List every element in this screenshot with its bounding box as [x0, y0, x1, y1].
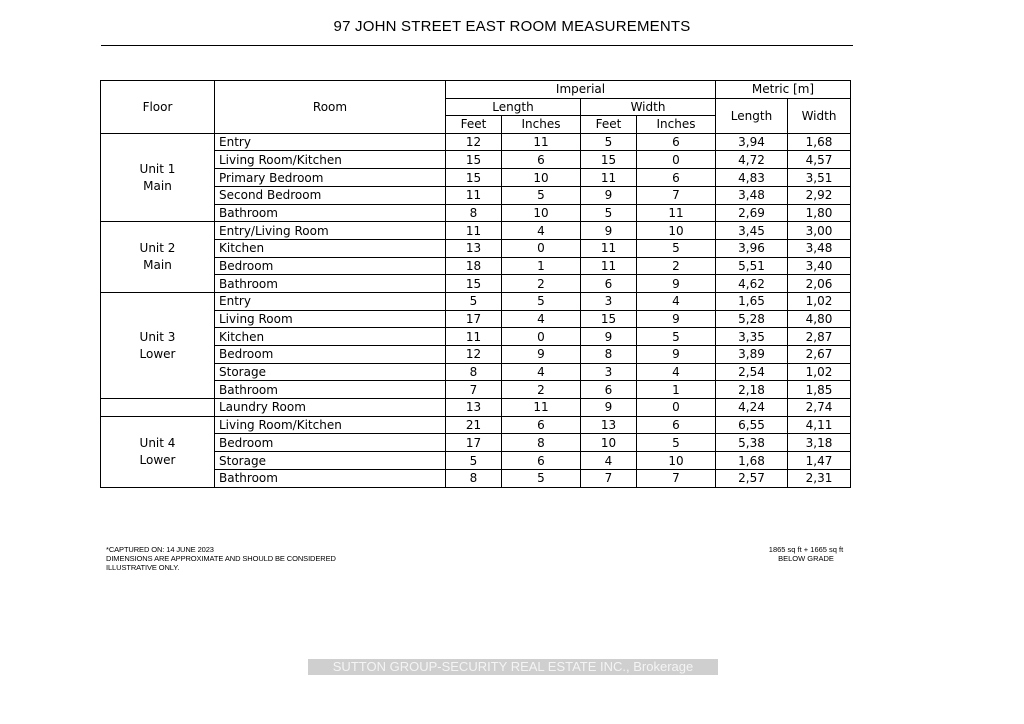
metric-width-cell: 4,11 — [788, 416, 851, 434]
disclaimer-note — [106, 545, 336, 572]
length-inches-cell: 2 — [502, 275, 581, 293]
length-feet-cell: 18 — [446, 257, 502, 275]
floor-cell — [101, 133, 215, 221]
metric-width-cell: 1,47 — [788, 452, 851, 470]
room-name-cell: Storage — [215, 452, 446, 470]
brokerage-footer: SUTTON GROUP-SECURITY REAL ESTATE INC., Brokerage — [308, 659, 718, 675]
length-inches-cell: 4 — [502, 310, 581, 328]
width-feet-cell: 8 — [581, 346, 637, 364]
length-feet-cell: 11 — [446, 328, 502, 346]
area-below-grade: BELOW GRADE — [778, 554, 834, 563]
metric-length-cell: 5,51 — [716, 257, 788, 275]
length-feet-cell: 17 — [446, 434, 502, 452]
width-feet-cell: 10 — [581, 434, 637, 452]
length-inches-cell: 6 — [502, 416, 581, 434]
width-inches-cell: 0 — [637, 399, 716, 417]
floor-level-label: Lower — [139, 452, 176, 467]
metric-width-cell: 1,02 — [788, 363, 851, 381]
width-inches-cell: 6 — [637, 416, 716, 434]
width-feet-cell: 9 — [581, 186, 637, 204]
title-underline — [101, 45, 853, 46]
metric-length-cell: 3,89 — [716, 346, 788, 364]
width-feet-cell: 9 — [581, 222, 637, 240]
width-inches-header: Inches — [637, 116, 716, 134]
length-inches-cell: 10 — [502, 169, 581, 187]
length-inches-cell: 10 — [502, 204, 581, 222]
floor-cell — [101, 292, 215, 398]
metric-width-cell: 4,80 — [788, 310, 851, 328]
page-title: 97 JOHN STREET EAST ROOM MEASUREMENTS — [333, 18, 691, 35]
room-name-cell: Bedroom — [215, 346, 446, 364]
floor-unit-label: Unit 4 — [139, 435, 176, 450]
metric-length-cell: 3,35 — [716, 328, 788, 346]
metric-length-cell: 2,54 — [716, 363, 788, 381]
length-feet-cell: 11 — [446, 222, 502, 240]
length-inches-cell: 1 — [502, 257, 581, 275]
width-inches-cell: 5 — [637, 434, 716, 452]
table-row — [101, 416, 851, 434]
length-inches-cell: 5 — [502, 186, 581, 204]
metric-length-cell: 5,28 — [716, 310, 788, 328]
metric-length-cell: 1,65 — [716, 292, 788, 310]
table-row — [101, 399, 851, 417]
room-name-cell: Bathroom — [215, 275, 446, 293]
area-total: 1865 sq ft + 1665 sq ft — [768, 545, 844, 554]
floor-header: Floor — [101, 81, 215, 134]
disclaimer-line: ILLUSTRATIVE ONLY. — [106, 563, 180, 572]
room-name-cell: Bedroom — [215, 257, 446, 275]
width-inches-cell: 5 — [637, 239, 716, 257]
length-feet-cell: 15 — [446, 275, 502, 293]
width-inches-cell: 2 — [637, 257, 716, 275]
metric-width-cell: 3,40 — [788, 257, 851, 275]
room-name-cell: Storage — [215, 363, 446, 381]
room-name-cell: Bathroom — [215, 381, 446, 399]
metric-length-cell: 3,96 — [716, 239, 788, 257]
floor-cell — [101, 222, 215, 293]
floor-level-label: Main — [143, 178, 172, 193]
length-inches-cell: 8 — [502, 434, 581, 452]
metric-width-cell: 1,80 — [788, 204, 851, 222]
metric-length-cell: 2,57 — [716, 469, 788, 487]
metric-width-cell: 3,48 — [788, 239, 851, 257]
table-row — [101, 292, 851, 310]
length-inches-cell: 5 — [502, 292, 581, 310]
width-inches-cell: 7 — [637, 186, 716, 204]
width-inches-cell: 11 — [637, 204, 716, 222]
width-feet-cell: 15 — [581, 310, 637, 328]
table-header — [101, 81, 851, 134]
metric-header: Metric [m] — [716, 81, 851, 99]
width-feet-cell: 5 — [581, 133, 637, 151]
length-feet-header: Feet — [446, 116, 502, 134]
length-inches-cell: 6 — [502, 151, 581, 169]
room-name-cell: Bathroom — [215, 204, 446, 222]
metric-length-cell: 4,24 — [716, 399, 788, 417]
width-feet-cell: 7 — [581, 469, 637, 487]
floor-unit-label: Unit 1 — [139, 161, 176, 176]
metric-width-cell: 3,18 — [788, 434, 851, 452]
metric-length-cell: 2,18 — [716, 381, 788, 399]
table-row — [101, 133, 851, 151]
length-feet-cell: 12 — [446, 133, 502, 151]
width-inches-cell: 9 — [637, 346, 716, 364]
length-feet-cell: 13 — [446, 399, 502, 417]
floor-level-label: Lower — [139, 346, 176, 361]
width-inches-cell: 9 — [637, 310, 716, 328]
length-inches-cell: 4 — [502, 363, 581, 381]
length-feet-cell: 12 — [446, 346, 502, 364]
width-inches-cell: 6 — [637, 133, 716, 151]
measurements-table — [100, 80, 851, 488]
width-feet-header: Feet — [581, 116, 637, 134]
length-inches-cell: 6 — [502, 452, 581, 470]
length-inches-cell: 0 — [502, 239, 581, 257]
length-feet-cell: 11 — [446, 186, 502, 204]
width-feet-cell: 3 — [581, 363, 637, 381]
length-feet-cell: 7 — [446, 381, 502, 399]
metric-length-cell: 2,69 — [716, 204, 788, 222]
metric-width-cell: 2,67 — [788, 346, 851, 364]
room-header: Room — [215, 81, 446, 134]
room-name-cell: Entry/Living Room — [215, 222, 446, 240]
metric-width-cell: 2,31 — [788, 469, 851, 487]
room-name-cell: Second Bedroom — [215, 186, 446, 204]
room-name-cell: Living Room — [215, 310, 446, 328]
metric-length-cell: 3,48 — [716, 186, 788, 204]
metric-length-cell: 3,94 — [716, 133, 788, 151]
length-inches-cell: 11 — [502, 133, 581, 151]
length-inches-cell: 4 — [502, 222, 581, 240]
width-inches-cell: 7 — [637, 469, 716, 487]
width-feet-cell: 15 — [581, 151, 637, 169]
metric-width-cell: 3,51 — [788, 169, 851, 187]
room-name-cell: Bedroom — [215, 434, 446, 452]
width-inches-cell: 1 — [637, 381, 716, 399]
length-inches-cell: 2 — [502, 381, 581, 399]
room-name-cell: Living Room/Kitchen — [215, 416, 446, 434]
room-name-cell: Primary Bedroom — [215, 169, 446, 187]
metric-length-cell: 3,45 — [716, 222, 788, 240]
width-feet-cell: 13 — [581, 416, 637, 434]
imperial-header: Imperial — [446, 81, 716, 99]
length-feet-cell: 5 — [446, 292, 502, 310]
length-feet-cell: 17 — [446, 310, 502, 328]
floor-unit-label: Unit 3 — [139, 329, 176, 344]
width-inches-cell: 10 — [637, 452, 716, 470]
imperial-length-header: Length — [446, 98, 581, 116]
width-inches-cell: 10 — [637, 222, 716, 240]
room-name-cell: Kitchen — [215, 328, 446, 346]
room-name-cell: Kitchen — [215, 239, 446, 257]
width-feet-cell: 9 — [581, 328, 637, 346]
floor-cell — [101, 399, 215, 417]
width-feet-cell: 4 — [581, 452, 637, 470]
metric-length-cell: 6,55 — [716, 416, 788, 434]
floor-cell — [101, 416, 215, 487]
room-name-cell: Entry — [215, 292, 446, 310]
metric-width-cell: 4,57 — [788, 151, 851, 169]
room-name-cell: Bathroom — [215, 469, 446, 487]
metric-width-header: Width — [788, 98, 851, 133]
width-feet-cell: 6 — [581, 275, 637, 293]
width-inches-cell: 0 — [637, 151, 716, 169]
metric-length-header: Length — [716, 98, 788, 133]
length-feet-cell: 8 — [446, 363, 502, 381]
room-name-cell: Entry — [215, 133, 446, 151]
length-inches-cell: 9 — [502, 346, 581, 364]
width-inches-cell: 9 — [637, 275, 716, 293]
width-feet-cell: 9 — [581, 399, 637, 417]
width-feet-cell: 5 — [581, 204, 637, 222]
capture-date: *CAPTURED ON: 14 JUNE 2023 — [106, 545, 214, 554]
width-feet-cell: 6 — [581, 381, 637, 399]
metric-width-cell: 1,02 — [788, 292, 851, 310]
length-feet-cell: 5 — [446, 452, 502, 470]
metric-width-cell: 2,74 — [788, 399, 851, 417]
length-feet-cell: 15 — [446, 169, 502, 187]
length-feet-cell: 15 — [446, 151, 502, 169]
metric-length-cell: 4,72 — [716, 151, 788, 169]
length-inches-cell: 5 — [502, 469, 581, 487]
metric-length-cell: 4,62 — [716, 275, 788, 293]
table-body — [101, 133, 851, 487]
metric-width-cell: 2,92 — [788, 186, 851, 204]
width-inches-cell: 4 — [637, 363, 716, 381]
length-feet-cell: 8 — [446, 204, 502, 222]
length-inches-cell: 0 — [502, 328, 581, 346]
width-inches-cell: 4 — [637, 292, 716, 310]
room-name-cell: Living Room/Kitchen — [215, 151, 446, 169]
room-name-cell: Laundry Room — [215, 399, 446, 417]
floor-level-label: Main — [143, 258, 172, 273]
imperial-width-header: Width — [581, 98, 716, 116]
metric-length-cell: 5,38 — [716, 434, 788, 452]
metric-length-cell: 1,68 — [716, 452, 788, 470]
width-inches-cell: 6 — [637, 169, 716, 187]
floor-unit-label: Unit 2 — [139, 241, 176, 256]
width-feet-cell: 11 — [581, 169, 637, 187]
length-feet-cell: 13 — [446, 239, 502, 257]
metric-width-cell: 1,85 — [788, 381, 851, 399]
disclaimer-line: DIMENSIONS ARE APPROXIMATE AND SHOULD BE CONSIDERED — [106, 554, 336, 563]
metric-length-cell: 4,83 — [716, 169, 788, 187]
length-inches-header: Inches — [502, 116, 581, 134]
table-row — [101, 222, 851, 240]
length-inches-cell: 11 — [502, 399, 581, 417]
width-feet-cell: 11 — [581, 257, 637, 275]
width-feet-cell: 3 — [581, 292, 637, 310]
metric-width-cell: 1,68 — [788, 133, 851, 151]
area-note — [762, 545, 850, 563]
length-feet-cell: 8 — [446, 469, 502, 487]
metric-width-cell: 2,87 — [788, 328, 851, 346]
width-feet-cell: 11 — [581, 239, 637, 257]
metric-width-cell: 2,06 — [788, 275, 851, 293]
width-inches-cell: 5 — [637, 328, 716, 346]
length-feet-cell: 21 — [446, 416, 502, 434]
metric-width-cell: 3,00 — [788, 222, 851, 240]
